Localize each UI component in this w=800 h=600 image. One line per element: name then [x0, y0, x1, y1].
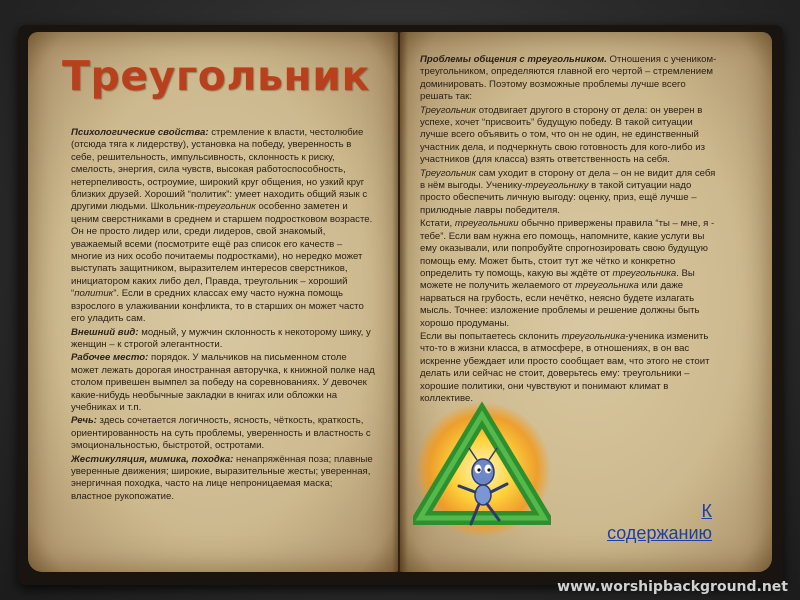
paragraph-psychological-properties	[71, 127, 375, 326]
text: модный, у мужчин склонность к некоторому шику, у женщин – к строгой элегантности.	[71, 326, 371, 350]
text: Если вы попытаетесь склонить	[420, 330, 562, 342]
text: сам уходит в сторону от дела – он не видит для себя в нём выгоды. Ученику-	[420, 167, 716, 192]
text: стремление к власти, честолюбие (отсюда тяга к лидерству), установка на победу, уверенность в себе, решительность, импульсивность, склонность к риску, смелость, энергия, сила чувств, высокая работоспособность, нетерпеливость, остроумие, широкий круг общения, но узкий круг близких друзей. Хороший “политик”: умеет находить общий язык с другими людьми. Школьник-	[71, 127, 368, 213]
text: -ученика изменить что-то в жизни класса, в атмосфере, в отношениях, в он вас искренне убеждает или просто сообщает вам, что этого не стоит делать или сейчас не стоит, доверьтесь ему: треугольники – хорошие политики, они чувствуют и понимают климат в коллективе.	[420, 330, 710, 404]
label-appearance: Внешний вид:	[71, 326, 139, 338]
emphasis: треугольник	[197, 201, 256, 213]
paragraph-pushes-aside	[420, 105, 718, 167]
text: Отношения с учеником- треугольником, определяются главной его чертой – стремлением доминировать. Поэтому возможные проблемы лучше всего решать так:	[420, 54, 717, 103]
paragraph-gestures	[71, 454, 375, 504]
emphasis: треугольника	[575, 280, 639, 292]
table-of-contents-link[interactable]	[607, 500, 712, 544]
text: ”. Если в средних классах ему часто нужна помощь взрослого в улаживании конфликта, то в старших он может часто его уладить сам.	[71, 288, 364, 325]
emphasis: треугольники	[454, 218, 519, 230]
text: здесь сочетается логичность, ясность, чёткость, краткость, ориентированность на суть проблемы, уверенность и властность с эмоциональностью, быстротой, остротами.	[71, 415, 371, 452]
emphasis: Треугольник	[420, 167, 477, 179]
text: отодвигает другого в сторону от дела: он уверен в успехе, хочет “присвоить” будущую победу. В такой ситуации лучше всего объявить о том, что он не один, не единственный участник дела, и подчеркнуть свою готовность для кого-либо из участников (для класса) взять ответственность на себя.	[420, 104, 706, 166]
label-communication-problems: Проблемы общения с треугольником.	[420, 54, 607, 65]
paragraph-speech	[71, 415, 375, 452]
text: в такой ситуации надо просто обеспечить личную выгоду: оценку, приз, ещё лучше – прилюдные лавры победителя.	[420, 180, 697, 216]
text: Кстати,	[420, 218, 455, 230]
emphasis: треугольника	[612, 267, 677, 279]
emphasis: политик	[74, 288, 114, 300]
label-gestures: Жестикуляция, мимика, походка:	[71, 453, 234, 465]
label-workplace: Рабочее место:	[71, 352, 149, 364]
left-column	[71, 127, 375, 504]
toc-link-line2[interactable]: содержанию	[607, 523, 712, 543]
paragraph-persuade	[420, 331, 718, 405]
emphasis: треугольника	[561, 330, 626, 342]
paragraph-appearance	[71, 327, 375, 352]
emphasis: Треугольник	[420, 104, 477, 116]
text: порядок. У мальчиков на письменном столе может лежать дорогая иностранная авторучка, к книжной полке над столом привешен вымпел за победу на соревнованиях. У девочек какие-нибудь необычные закладки в книгах или обложки на учебниках и т.п.	[71, 352, 375, 413]
book-spine	[392, 32, 408, 572]
text: . Вы можете не получить желаемого от	[420, 267, 695, 292]
paragraph-communication-problems	[420, 54, 718, 104]
text: или даже нарваться на грубость, если нечётко, неясно будете излагать мысль. Точнее: изложение проблемы и решение должны быть хорошо продуманы.	[420, 280, 700, 329]
paragraph-you-to-me	[420, 218, 718, 330]
paragraph-workplace	[71, 352, 375, 414]
text: особенно заметен и ценим сверстниками в среднем и старшем подростковом возрасте. Он не просто лидер или, среди лидеров, свой знакомый, уважаемый всеми (посмотрите ещё раз список его качеств – многие из них особо почитаемы подростками), но нередко может выступать защитником, выразителем интересов сверстников, инициатором каких либо дел, Правда, треугольник – хороший “	[71, 201, 373, 300]
label-psychological-properties: Психологические свойства:	[71, 127, 209, 138]
right-column	[420, 54, 718, 406]
watermark: www.worshipbackground.net	[557, 579, 788, 595]
toc-link-line1[interactable]: К	[701, 501, 712, 521]
label-speech: Речь:	[71, 415, 97, 427]
triangle-character-illustration	[413, 400, 551, 540]
text: ненапряжённая поза; плавные уверенные движения; широкие, выразительные жесты; уверенная, энергичная походка, часто на лице непроницаемая маска; властное рукопожатие.	[71, 453, 373, 502]
page-title: Треугольник	[62, 52, 370, 100]
emphasis: треугольнику	[525, 180, 589, 192]
paragraph-steps-aside	[420, 168, 718, 218]
text: обычно привержены правила “ты – мне, я - тебе”. Если вам нужна его помощь, напомните, какие услуги вы ему оказывали, или попробуйте спрогнозировать свою будущую помощь ему. Может быть, стоит тут же чётко и конкретно определить ту помощь, какую вы ждёте от	[420, 218, 715, 279]
